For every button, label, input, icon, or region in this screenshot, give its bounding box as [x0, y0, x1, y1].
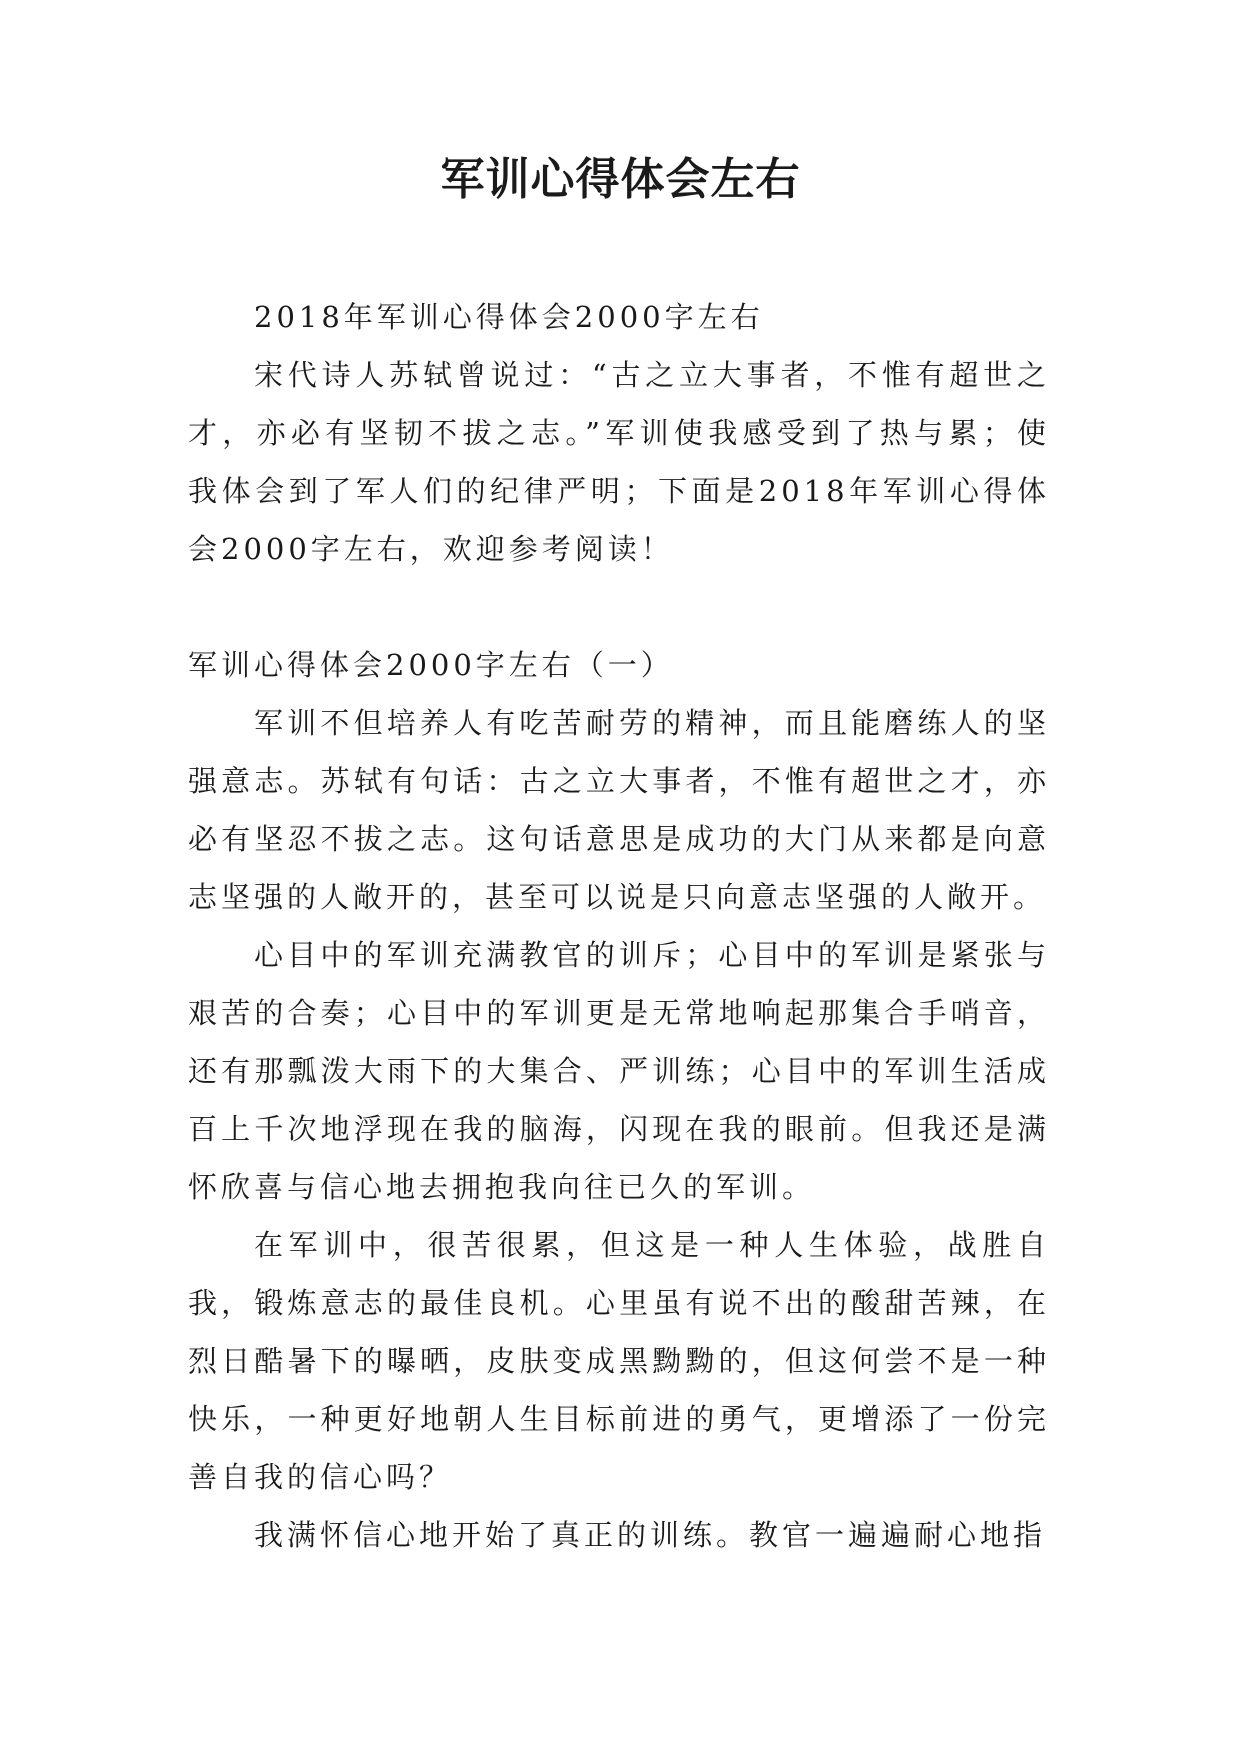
paragraph: 我满怀信心地开始了真正的训练。教官一遍遍耐心地指: [254, 1518, 1047, 1552]
paragraph: 心目中的军训充满教官的训斥；心目中的军训是紧张与艰苦的合奏；心目中的军训更是无常地响起那集合手哨音，还有那瓢泼大雨下的大集合、严训练；心目中的军训生活成百上千次地浮现在我的脑海，闪现在我的眼前。但我还是满怀欣喜与信心地去拥抱我向往已久的军训。: [188, 938, 1050, 1204]
paragraph: 在军训中，很苦很累，但这是一种人生体验，战胜自我，锻炼意志的最佳良机。心里虽有说不出的酸甜苦辣，在烈日酷暑下的曝晒，皮肤变成黑黝黝的，但这何尝不是一种快乐，一种更好地朝人生目标前进的勇气，更增添了一份完善自我的信心吗？: [188, 1228, 1050, 1494]
intro-paragraph: 宋代诗人苏轼曾说过：“古之立大事者，不惟有超世之才，亦必有坚韧不拔之志。”军训使我感受到了热与累；使我体会到了军人们的纪律严明；下面是2018年军训心得体会2000字左右，欢迎参考阅读！: [188, 358, 1050, 566]
intro-subtitle: 2018年军训心得体会2000字左右: [254, 300, 764, 334]
document-title: 军训心得体会左右: [440, 154, 801, 205]
paragraph: 军训不但培养人有吃苦耐劳的精神，而且能磨练人的坚强意志。苏轼有句话：古之立大事者，不惟有超世之才，亦必有坚忍不拔之志。这句话意思是成功的大门从来都是向意志坚强的人敞开的，甚至可以说是只向意志坚强的人敞开。: [188, 706, 1050, 914]
section-heading: 军训心得体会2000字左右（一）: [188, 648, 674, 682]
document-body: [188, 288, 1050, 1564]
